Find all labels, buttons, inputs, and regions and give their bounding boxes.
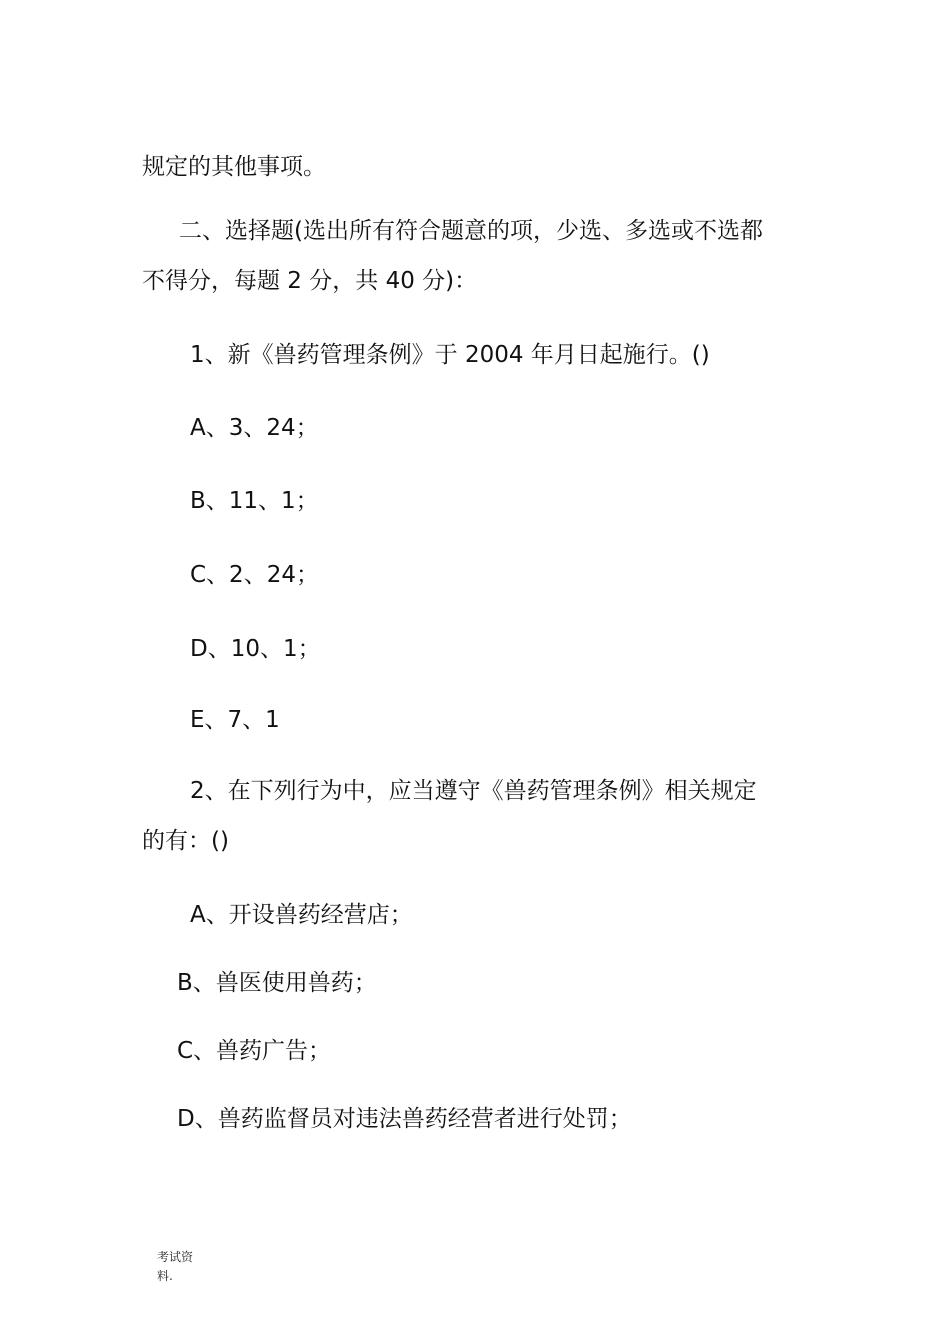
q2-option-d: D、兽药监督员对违法兽药经营者进行处罚； <box>177 1106 632 1132</box>
q1-option-e: E、7、1 <box>190 707 280 733</box>
section-heading: 二、选择题(选出所有符合题意的项，少选、多选或不选都 <box>179 218 763 244</box>
q1-option-b: B、11、1； <box>190 488 319 514</box>
question-2-cont: 的有：() <box>142 828 229 854</box>
page-footer <box>157 1248 193 1286</box>
footer-line: 料. <box>157 1269 173 1283</box>
q2-option-b: B、兽医使用兽药； <box>177 970 377 996</box>
q1-option-c: C、2、24； <box>190 562 319 588</box>
q2-option-c: C、兽药广告； <box>177 1038 332 1064</box>
section-heading-cont: 不得分，每题 2 分，共 40 分)： <box>142 268 478 294</box>
question-1: 1、新《兽药管理条例》于 2004 年月日起施行。() <box>190 342 710 368</box>
question-2: 2、在下列行为中，应当遵守《兽药管理条例》相关规定 <box>190 778 757 804</box>
text-line: 规定的其他事项。 <box>142 154 326 180</box>
footer-line: 考试资 <box>157 1250 194 1264</box>
q2-option-a: A、开设兽药经营店； <box>190 902 413 928</box>
q1-option-a: A、3、24； <box>190 415 319 441</box>
q1-option-d: D、10、1； <box>190 636 321 662</box>
